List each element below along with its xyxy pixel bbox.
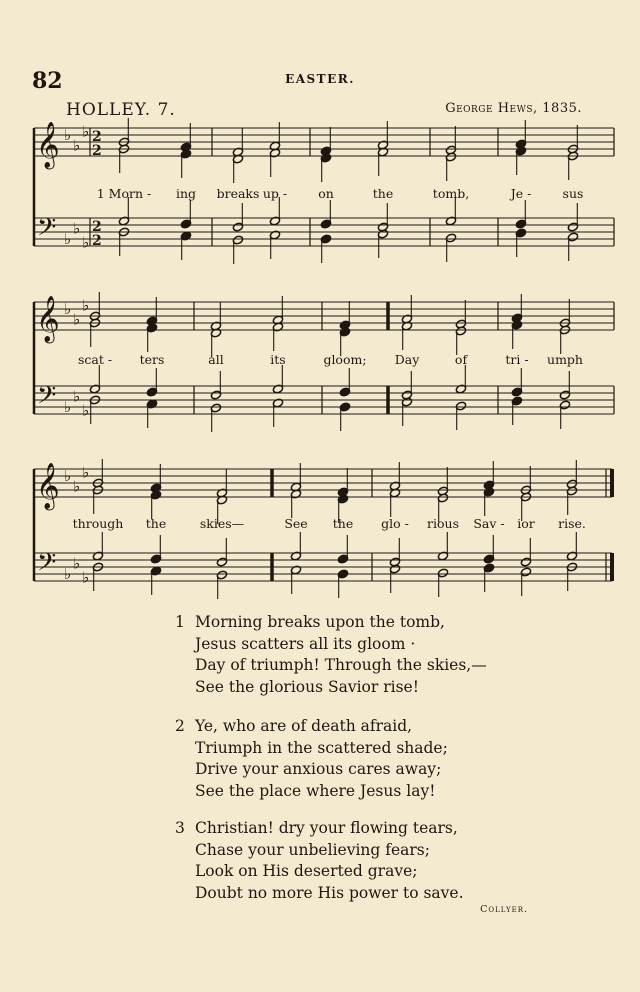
verse-line: Look on His deserted grave; xyxy=(195,862,418,880)
lyric-syllable: skies— xyxy=(199,516,245,531)
lyric-syllable: the xyxy=(145,516,167,531)
lyric-syllable: Je - xyxy=(510,186,532,201)
lyric-syllable: scat - xyxy=(77,352,113,367)
lyric-syllable: rious xyxy=(427,516,459,531)
verse-3 xyxy=(175,818,464,904)
system-1-time-signature: 2 xyxy=(92,143,102,159)
verse-line: Doubt no more His power to save. xyxy=(195,883,464,902)
system-1-time-signature: 2 xyxy=(92,219,102,235)
system-2-treble-key-flat: ♭ xyxy=(73,310,81,329)
system-2-treble-key-flat: ♭ xyxy=(82,296,90,315)
system-1-bass-clef: 𝄢 xyxy=(37,213,57,248)
page-number: 82 xyxy=(32,68,63,94)
verse-line: See the place where Jesus lay! xyxy=(195,781,436,800)
verse-line: Jesus scatters all its gloom · xyxy=(195,634,416,653)
system-1-bass-key-flat: ♭ xyxy=(64,230,72,248)
lyric-syllable: of xyxy=(454,352,468,367)
lyric-syllable: up - xyxy=(262,186,288,201)
verse-line: Triumph in the scattered shade; xyxy=(195,738,448,757)
system-3-bass-key-flat: ♭ xyxy=(64,565,72,583)
system-1-bass-key-flat: ♭ xyxy=(73,219,81,238)
lyric-syllable: on xyxy=(318,186,334,201)
system-2-treble-key-flat: ♭ xyxy=(64,300,72,318)
verse-line: See the glorious Savior rise! xyxy=(195,677,419,696)
system-1-treble-key-flat: ♭ xyxy=(82,122,90,141)
system-1-treble-key-flat: ♭ xyxy=(64,126,72,144)
lyric-syllable: through xyxy=(72,516,124,531)
lyric-syllable: all xyxy=(208,352,224,367)
verse-line: Day of triumph! Through the skies,— xyxy=(195,656,487,674)
system-3-bass-key-flat: ♭ xyxy=(73,554,81,573)
system-1-treble-clef: 𝄞 xyxy=(36,122,60,168)
lyric-syllable: breaks xyxy=(216,186,260,201)
lyric-syllable: the xyxy=(372,186,394,201)
system-1-treble-key-flat: ♭ xyxy=(73,136,81,155)
lyric-syllable: umph xyxy=(547,352,583,367)
verse-number: 2 xyxy=(175,717,185,735)
lyric-syllable: sus xyxy=(562,186,584,201)
system-1-time-signature: 2 xyxy=(92,129,102,145)
lyric-syllable: See xyxy=(284,516,308,531)
system-2-bass-key-flat: ♭ xyxy=(73,387,81,406)
lyric-syllable: Sav - xyxy=(473,516,505,531)
lyric-syllable: ing xyxy=(175,186,197,201)
lyric-syllable: tri - xyxy=(505,352,529,367)
lyric-syllable: Day xyxy=(394,352,420,367)
lyric-syllable: glo - xyxy=(381,516,409,531)
hymn-author: Collyer. xyxy=(480,904,528,915)
system-3-treble-clef: 𝄞 xyxy=(36,463,60,509)
lyric-syllable: ters xyxy=(139,352,165,367)
verse-line: Morning breaks upon the tomb, xyxy=(195,613,445,631)
system-3-treble-key-flat: ♭ xyxy=(64,467,72,485)
system-1-time-signature: 2 xyxy=(92,233,102,249)
system-3-bass-clef: 𝄢 xyxy=(37,548,57,583)
verse-2 xyxy=(175,716,448,802)
lyric-syllable: gloom; xyxy=(323,352,367,367)
verse-1 xyxy=(175,612,487,698)
lyric-syllable: its xyxy=(270,352,286,367)
system-1-bass-key-flat: ♭ xyxy=(82,233,90,252)
system-3-treble-key-flat: ♭ xyxy=(82,463,90,482)
lyric-syllable: tomb, xyxy=(432,186,470,201)
system-2-bass-key-flat: ♭ xyxy=(82,401,90,420)
lyric-syllable: 1 Morn - xyxy=(96,186,152,201)
composer: George Hews, 1835. xyxy=(445,101,582,116)
running-head: EASTER. xyxy=(285,72,355,86)
verse-number: 3 xyxy=(175,819,185,837)
system-3-bass-key-flat: ♭ xyxy=(82,568,90,587)
verse-line: Christian! dry your flowing tears, xyxy=(195,819,458,837)
lyric-syllable: ior xyxy=(517,516,535,531)
lyric-syllable: the xyxy=(332,516,354,531)
system-2-treble-clef: 𝄞 xyxy=(36,296,60,342)
verse-line: Chase your unbelieving fears; xyxy=(195,840,430,859)
verse-line: Drive your anxious cares away; xyxy=(195,760,442,778)
system-2-bass-clef: 𝄢 xyxy=(37,381,57,416)
verse-line: Ye, who are of death afraid, xyxy=(195,717,413,735)
lyric-syllable: rise. xyxy=(558,516,586,531)
system-2-bass-key-flat: ♭ xyxy=(64,398,72,416)
verse-number: 1 xyxy=(175,613,185,631)
tune-title: HOLLEY. 7. xyxy=(66,100,176,120)
system-3-treble-key-flat: ♭ xyxy=(73,477,81,496)
